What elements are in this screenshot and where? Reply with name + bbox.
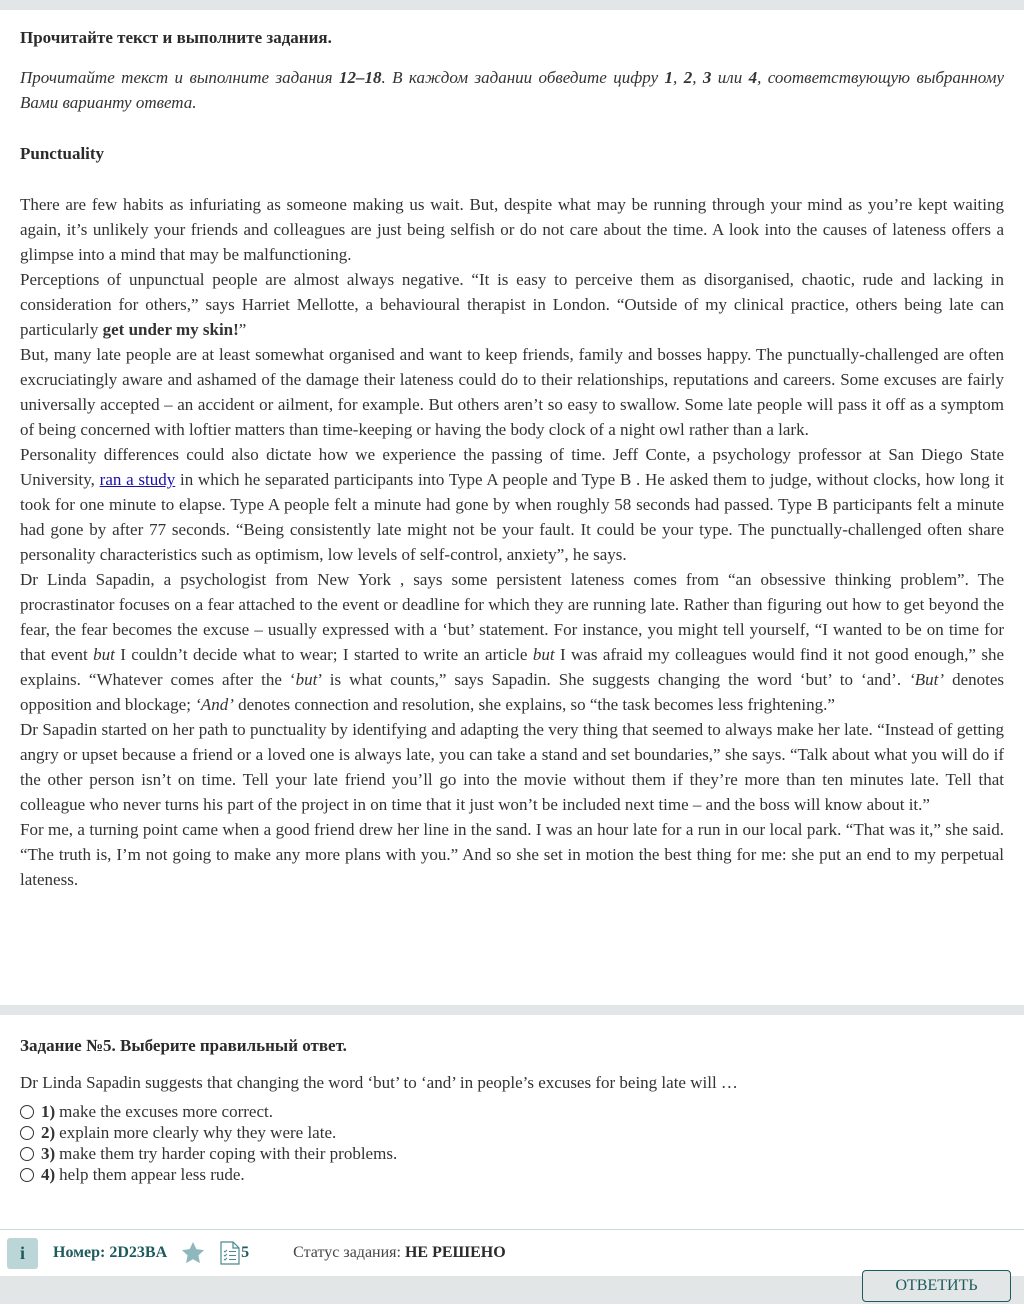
paragraph-2 xyxy=(20,267,1004,342)
instr-range: 12–18 xyxy=(338,68,382,87)
answer-options xyxy=(20,1101,1004,1185)
p4-end: in which he separated participants into Type A people and Type B . He asked them to judge, without clocks, how long it took for one minute to elapse. Type A people felt a minute had gone by when roughly 58 seconds had passed. Type B participants felt a minute had gone by after 77 seconds. “Being consistently late might not be your fault. It could be your type. The punctually-challenged often share personality characteristics such as optimism, low levels of self-control, anxiety”, he says. xyxy=(20,470,1004,564)
passage-title: Punctuality xyxy=(20,144,105,163)
p2-bold-phrase: get under my skin! xyxy=(102,320,239,339)
task-title: Задание №5. Выберите правильный ответ. xyxy=(20,1036,347,1055)
p5-italic: but xyxy=(93,645,115,664)
p5-italic: ‘But’ xyxy=(909,670,945,689)
instr-prefix: Прочитайте текст и выполните задания xyxy=(20,68,339,87)
option-text: make them try harder coping with their problems. xyxy=(59,1144,398,1163)
info-button[interactable]: i xyxy=(7,1238,38,1269)
task-question: Dr Linda Sapadin suggests that changing the word ‘but’ to ‘and’ in people’s excuses for being late will … xyxy=(20,1073,738,1092)
option-number: 2) xyxy=(41,1123,56,1142)
instructions-title: Прочитайте текст и выполните задания. xyxy=(20,28,332,47)
p5-italic: but xyxy=(295,670,318,689)
p2-end: ” xyxy=(238,320,247,339)
instr-n3: 3 xyxy=(702,68,712,87)
paragraph-7: For me, a turning point came when a good friend drew her line in the sand. I was an hour late for a run in our local park. “That was it,” she said. “The truth is, I’m not going to make any more plans with you.” And so she set in motion the best thing for me: she put an end to my perpetual lateness. xyxy=(20,820,1004,889)
option-text: help them appear less rude. xyxy=(59,1165,245,1184)
answer-option-3[interactable] xyxy=(20,1143,1004,1164)
p5-italic: ‘And’ xyxy=(195,695,234,714)
instr-suffix: , соответствующую выбранному Вами варианту ответа. xyxy=(20,68,1005,112)
paragraph-1: There are few habits as infuriating as someone making us wait. But, despite what may be running through your mind as you’re kept waiting again, it’s unlikely your friends and colleagues are just being selfish or do not care about the time. A look into the causes of lateness offers a glimpse into a mind that may be malfunctioning. xyxy=(20,195,1004,264)
instr-n2: 2 xyxy=(683,68,693,87)
instr-sep: или xyxy=(711,68,749,87)
passage-body xyxy=(20,192,1004,892)
radio-button[interactable] xyxy=(20,1105,34,1119)
instr-n1: 1 xyxy=(664,68,674,87)
option-number: 3) xyxy=(41,1144,56,1163)
p5-b: I couldn’t decide what to wear; I started to write an article xyxy=(114,645,533,664)
p2-text: Perceptions of unpunctual people are almost always negative. “It is easy to perceive them as disorganised, chaotic, rude and lacking in consideration for others,” says Harriet Mellotte, a behavioural therapist in London. “Outside of my clinical practice, others being late can particularly xyxy=(20,270,1004,339)
radio-button[interactable] xyxy=(20,1147,34,1161)
p5-d: ’ is what counts,” says Sapadin. She suggests changing the word ‘but’ to ‘and’. xyxy=(317,670,910,689)
p4-start: Personality differences could also dictate how we experience the passing of time. Jeff Conte, a psychology professor at San Diego State University, xyxy=(20,445,1004,489)
instr-n4: 4 xyxy=(748,68,758,87)
paragraph-5 xyxy=(20,567,1004,717)
section-divider xyxy=(0,1005,1024,1015)
option-text: explain more clearly why they were late. xyxy=(59,1123,337,1142)
instructions-text xyxy=(20,65,1004,115)
status-value: НЕ РЕШЕНО xyxy=(404,1244,506,1261)
option-number: 4) xyxy=(41,1165,56,1184)
task-status xyxy=(293,1244,506,1262)
p5-italic: but xyxy=(532,645,555,664)
instr-sep: , xyxy=(692,68,703,87)
task-card xyxy=(0,1015,1024,1230)
p5-f: denotes connection and resolution, she explains, so “the task becomes less frightening.” xyxy=(233,695,835,714)
radio-button[interactable] xyxy=(20,1168,34,1182)
top-strip xyxy=(0,0,1024,10)
option-number: 1) xyxy=(41,1102,56,1121)
radio-button[interactable] xyxy=(20,1126,34,1140)
answer-option-1[interactable] xyxy=(20,1101,1004,1122)
answer-button[interactable]: ОТВЕТИТЬ xyxy=(862,1270,1011,1302)
status-label: Статус задания: xyxy=(293,1244,405,1261)
option-text: make the excuses more correct. xyxy=(59,1102,273,1121)
answer-option-2[interactable] xyxy=(20,1122,1004,1143)
paragraph-3: But, many late people are at least somewhat organised and want to keep friends, family and bosses happy. The punctually-challenged are often excruciatingly aware and ashamed of the damage their lateness could do to their relationships, reputations and careers. Some excuses are fairly universally accepted – an accident or ailment, for example. But others aren’t so easy to swallow. Some late people will pass it off as a symptom of being concerned with loftier matters than time-keeping or having the body clock of a night owl rather than a lark. xyxy=(20,345,1004,439)
answer-option-4[interactable] xyxy=(20,1164,1004,1185)
p5-a: Dr Linda Sapadin, a psychologist from New York , says some persistent lateness comes from “an obsessive thinking problem”. The procrastinator focuses on a fear attached to the event or deadline for which they are running late. Rather than figuring out how to get beyond the fear, the fear becomes the excuse – usually expressed with a ‘but’ statement. For instance, you might tell yourself, “I wanted to be on time for that event xyxy=(20,570,1004,664)
task-footer xyxy=(0,1229,1024,1276)
instr-middle: . В каждом задании обведите цифру xyxy=(381,68,665,87)
instr-sep: , xyxy=(673,68,684,87)
star-icon[interactable] xyxy=(180,1240,206,1266)
p5-e: denotes opposition and blockage; xyxy=(20,670,1004,714)
paragraph-6: Dr Sapadin started on her path to punctuality by identifying and adapting the very thing that seemed to always make her late. “Instead of getting angry or upset because a friend or a loved one is always late, you can take a stand and set boundaries,” she says. “Talk about what you will do if the other person isn’t on time. Tell your late friend you’ll go into the movie without them if they’re more than ten minutes late. Tell that colleague who never turns his part of the project in on time that it just won’t be included next time – and the boss will know about it.” xyxy=(20,720,1004,814)
task-list-icon xyxy=(220,1241,240,1265)
task-count: 5 xyxy=(241,1244,250,1261)
task-number: Номер: 2D23BA xyxy=(53,1244,168,1261)
p5-c: I was afraid my colleagues would find it not good enough,” she explains. “Whatever comes after the ‘ xyxy=(20,645,1004,689)
reading-card xyxy=(0,10,1024,1005)
study-link[interactable]: ran a study xyxy=(99,470,176,489)
paragraph-4 xyxy=(20,442,1004,567)
